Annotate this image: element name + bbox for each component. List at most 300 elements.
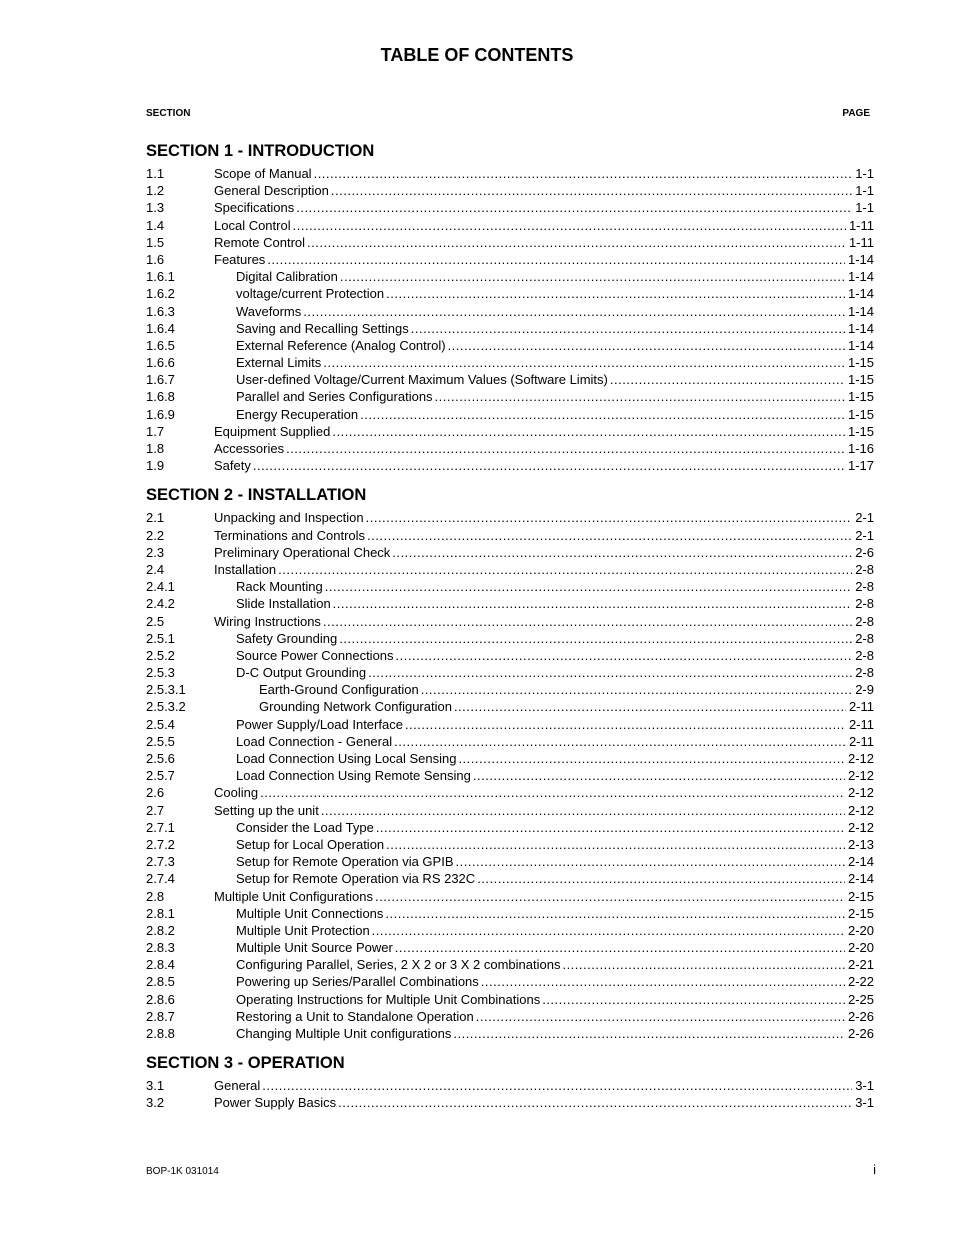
entry-page: 1-14 — [847, 337, 874, 353]
toc-entry[interactable] — [146, 371, 874, 388]
toc-entry[interactable] — [146, 268, 874, 285]
entry-number: 1.6.1 — [146, 269, 175, 285]
toc-entry[interactable] — [146, 784, 874, 801]
entry-label: Parallel and Series Configurations — [236, 389, 433, 405]
toc-entry[interactable] — [146, 285, 874, 302]
dot-leader — [562, 956, 845, 973]
entry-label: Setting up the unit — [214, 802, 319, 818]
toc-entry[interactable] — [146, 251, 874, 268]
dot-leader — [454, 698, 846, 715]
entry-label: Cooling — [214, 785, 259, 801]
entry-number: 2.5.3 — [146, 665, 175, 681]
page-column-header: PAGE — [842, 108, 870, 119]
toc-entry[interactable] — [146, 664, 874, 681]
entry-label-wrap — [214, 182, 852, 199]
dot-leader — [396, 647, 853, 664]
dot-leader — [366, 509, 853, 526]
entry-label-wrap — [214, 561, 852, 578]
toc-entry[interactable] — [146, 802, 874, 819]
entry-page: 2-21 — [847, 957, 874, 973]
entry-number: 2.8.4 — [146, 957, 175, 973]
entry-label-wrap — [214, 733, 846, 750]
entry-label: Scope of Manual — [214, 166, 312, 181]
entry-label-wrap — [214, 647, 852, 664]
toc-entry[interactable] — [146, 595, 874, 612]
dot-leader — [286, 440, 845, 457]
entry-label-wrap — [214, 406, 845, 423]
entry-label: User-defined Voltage/Current Maximum Values (Software Limits) — [236, 372, 608, 388]
entry-label-wrap — [214, 1077, 852, 1094]
toc-entry[interactable] — [146, 853, 874, 870]
dot-leader — [260, 784, 845, 801]
entry-page: 2-12 — [847, 751, 874, 766]
entry-label-wrap — [214, 217, 846, 234]
dot-leader — [262, 1077, 852, 1094]
toc-entry[interactable] — [146, 578, 874, 595]
entry-label-wrap — [214, 371, 845, 388]
entry-label-wrap — [214, 165, 852, 182]
entry-number: 2.5.3.1 — [146, 682, 186, 698]
entry-label-wrap — [214, 750, 845, 767]
entry-page: 1-14 — [847, 286, 874, 302]
dot-leader — [395, 939, 845, 956]
entry-label-wrap — [214, 991, 845, 1008]
toc-entry[interactable] — [146, 182, 874, 199]
page-title: TABLE OF CONTENTS — [380, 45, 574, 65]
entry-label: Power Supply/Load Interface — [236, 716, 403, 732]
entry-label: Features — [214, 251, 266, 267]
entry-label-wrap — [214, 664, 852, 681]
entry-label-wrap — [214, 423, 845, 440]
toc-entry[interactable] — [146, 698, 874, 715]
entry-number: 2.8.1 — [146, 905, 175, 921]
entry-page: 2-12 — [847, 768, 874, 784]
dot-leader — [481, 973, 845, 990]
entry-page: 1-11 — [848, 234, 874, 250]
toc-entry[interactable] — [146, 217, 874, 234]
entry-label: Setup for Remote Operation via RS 232C — [236, 871, 476, 887]
entry-label: Powering up Series/Parallel Combinations — [236, 974, 479, 990]
entry-page: 1-14 — [847, 320, 874, 336]
entry-page: 2-26 — [847, 1026, 874, 1041]
entry-page: 2-12 — [847, 785, 874, 801]
toc-entry[interactable] — [146, 836, 874, 853]
toc-entry[interactable] — [146, 905, 874, 922]
entry-number: 1.8 — [146, 441, 165, 456]
dot-leader — [473, 767, 845, 784]
entry-label: Power Supply Basics — [214, 1095, 337, 1111]
entry-label-wrap — [214, 819, 845, 836]
entry-label: Remote Control — [214, 234, 306, 250]
entry-label: Restoring a Unit to Standalone Operation — [236, 1008, 474, 1024]
toc-entry[interactable] — [146, 888, 874, 905]
entry-page: 1-11 — [848, 217, 874, 233]
toc-entry[interactable] — [146, 354, 874, 371]
entry-label: Setup for Local Operation — [236, 836, 385, 852]
entry-label: Slide Installation — [236, 596, 331, 612]
entry-label-wrap — [214, 767, 845, 784]
entry-label-wrap — [214, 630, 852, 647]
dot-leader — [267, 251, 845, 268]
entry-page: 2-11 — [848, 733, 874, 749]
toc-entry[interactable] — [146, 1008, 874, 1025]
entry-label-wrap — [214, 784, 845, 801]
entry-number: 2.4 — [146, 561, 165, 577]
entry-label: Source Power Connections — [236, 647, 394, 663]
entry-page: 3-1 — [855, 1078, 874, 1094]
entry-number: 2.5.5 — [146, 733, 175, 749]
toc-entry[interactable] — [146, 1077, 874, 1094]
dot-leader — [360, 406, 845, 423]
entry-label-wrap — [214, 199, 852, 216]
dot-leader — [293, 217, 846, 234]
dot-leader — [411, 320, 845, 337]
entry-label: Operating Instructions for Multiple Unit Combinations — [236, 991, 541, 1007]
entry-label: Local Control — [214, 217, 291, 233]
entry-label-wrap — [214, 354, 845, 371]
toc-entry[interactable] — [146, 750, 874, 767]
entry-label-wrap — [214, 337, 845, 354]
toc-entry[interactable] — [146, 647, 874, 664]
dot-leader — [314, 165, 853, 182]
entry-label-wrap — [214, 303, 845, 320]
entry-label-wrap — [214, 939, 845, 956]
toc-entry[interactable] — [146, 303, 874, 320]
entry-number: 2.8.5 — [146, 974, 175, 990]
entry-number: 2.8.8 — [146, 1026, 175, 1041]
entry-label: Multiple Unit Connections — [236, 905, 384, 921]
toc-entry[interactable] — [146, 320, 874, 337]
entry-number: 2.7.1 — [146, 819, 175, 835]
entry-number: 1.4 — [146, 217, 165, 233]
entry-number: 3.2 — [146, 1095, 165, 1111]
entry-label-wrap — [214, 802, 845, 819]
entry-label-wrap — [214, 698, 846, 715]
entry-number: 2.7.3 — [146, 854, 175, 870]
dot-leader — [307, 234, 846, 251]
toc-entry[interactable] — [146, 733, 874, 750]
entry-label: External Limits — [236, 355, 322, 371]
entry-number: 2.5.3.2 — [146, 699, 186, 715]
dot-leader — [476, 1008, 845, 1025]
entry-page: 1-15 — [847, 406, 874, 422]
dot-leader — [456, 853, 845, 870]
toc-entry[interactable] — [146, 234, 874, 251]
entry-label-wrap — [214, 457, 845, 474]
entry-page: 2-25 — [847, 991, 874, 1007]
entry-number: 2.7.4 — [146, 871, 175, 887]
section-entry-list — [146, 509, 874, 1042]
entry-label-wrap — [214, 1094, 852, 1111]
section-heading: SECTION 2 - INSTALLATION — [146, 486, 367, 505]
entry-number: 2.6 — [146, 785, 165, 801]
toc-entry[interactable] — [146, 767, 874, 784]
toc-entry[interactable] — [146, 457, 874, 474]
entry-number: 1.6.3 — [146, 303, 175, 319]
entry-number: 2.8.6 — [146, 991, 175, 1007]
entry-label: Earth-Ground Configuration — [259, 682, 419, 698]
entry-page: 1-1 — [855, 200, 874, 216]
toc-entry[interactable] — [146, 561, 874, 578]
entry-label: Energy Recuperation — [236, 406, 359, 422]
entry-page: 2-1 — [855, 527, 874, 543]
toc-entry[interactable] — [146, 423, 874, 440]
toc-entry[interactable] — [146, 973, 874, 990]
entry-label-wrap — [214, 922, 845, 939]
entry-number: 2.5.1 — [146, 630, 175, 646]
entry-label-wrap — [214, 440, 845, 457]
toc-entry[interactable] — [146, 406, 874, 423]
toc-entry[interactable] — [146, 337, 874, 354]
entry-page: 2-8 — [855, 596, 874, 612]
dot-leader — [386, 836, 845, 853]
entry-label-wrap — [214, 905, 845, 922]
section-column-header: SECTION — [146, 108, 191, 119]
entry-label: Multiple Unit Configurations — [214, 888, 373, 904]
entry-page: 2-20 — [847, 922, 874, 938]
entry-label: Saving and Recalling Settings — [236, 320, 409, 336]
entry-label: Configuring Parallel, Series, 2 X 2 or 3 X 2 combinations — [236, 957, 561, 973]
entry-label-wrap — [214, 888, 845, 905]
page-number: i — [873, 1162, 876, 1177]
entry-page: 1-1 — [855, 166, 874, 181]
entry-number: 1.6.9 — [146, 406, 175, 422]
toc-entry[interactable] — [146, 1025, 874, 1042]
entry-label: Load Connection Using Remote Sensing — [236, 768, 471, 784]
entry-number: 2.4.2 — [146, 596, 175, 612]
entry-page: 2-13 — [847, 836, 874, 852]
entry-label-wrap — [214, 320, 845, 337]
entry-label: Multiple Unit Protection — [236, 922, 370, 938]
entry-number: 1.6.8 — [146, 389, 175, 405]
entry-page: 1-1 — [855, 183, 874, 199]
entry-label: Waveforms — [236, 303, 302, 319]
entry-number: 2.8.7 — [146, 1008, 175, 1024]
entry-label: General Description — [214, 183, 329, 199]
toc-entry[interactable] — [146, 956, 874, 973]
entry-label: Equipment Supplied — [214, 423, 331, 439]
entry-label-wrap — [214, 1025, 845, 1042]
entry-number: 2.8 — [146, 888, 165, 904]
toc-entry[interactable] — [146, 199, 874, 216]
entry-label: Wiring Instructions — [214, 613, 321, 629]
entry-page: 1-15 — [847, 372, 874, 388]
entry-label-wrap — [214, 285, 845, 302]
entry-number: 1.3 — [146, 200, 165, 216]
entry-label: Accessories — [214, 441, 285, 456]
dot-leader — [477, 870, 845, 887]
toc-entry[interactable] — [146, 922, 874, 939]
dot-leader — [323, 354, 845, 371]
toc-entry[interactable] — [146, 527, 874, 544]
dot-leader — [435, 388, 845, 405]
dot-leader — [372, 922, 845, 939]
dot-leader — [375, 888, 845, 905]
toc-entry[interactable] — [146, 939, 874, 956]
entry-label-wrap — [214, 388, 845, 405]
entry-page: 2-15 — [847, 888, 874, 904]
entry-label: Rack Mounting — [236, 579, 323, 595]
entry-label-wrap — [214, 853, 845, 870]
entry-page: 1-14 — [847, 251, 874, 267]
entry-label: General — [214, 1078, 261, 1094]
entry-page: 3-1 — [855, 1095, 874, 1111]
dot-leader — [458, 750, 845, 767]
entry-label: Installation — [214, 561, 277, 577]
entry-number: 1.9 — [146, 458, 165, 474]
toc-entry[interactable] — [146, 165, 874, 182]
dot-leader — [333, 595, 853, 612]
toc-entry[interactable] — [146, 716, 874, 733]
entry-page: 1-16 — [847, 441, 874, 456]
entry-label-wrap — [214, 613, 852, 630]
entry-page: 2-9 — [855, 682, 874, 698]
entry-label-wrap — [214, 973, 845, 990]
dot-leader — [386, 285, 845, 302]
dot-leader — [368, 664, 852, 681]
entry-page: 2-22 — [847, 974, 874, 990]
entry-label: Grounding Network Configuration — [259, 699, 452, 715]
entry-number: 1.5 — [146, 234, 165, 250]
entry-number: 1.7 — [146, 423, 165, 439]
entry-page: 2-15 — [847, 905, 874, 921]
entry-label-wrap — [214, 870, 845, 887]
dot-leader — [331, 182, 852, 199]
entry-label: voltage/current Protection — [236, 286, 385, 302]
entry-page: 2-11 — [848, 716, 874, 732]
entry-page: 2-8 — [855, 613, 874, 629]
entry-number: 1.6 — [146, 251, 165, 267]
entry-label: Specifications — [214, 200, 295, 216]
entry-label: Unpacking and Inspection — [214, 510, 364, 526]
entry-number: 2.1 — [146, 510, 165, 526]
toc-entry[interactable] — [146, 388, 874, 405]
dot-leader — [253, 457, 845, 474]
toc-entry[interactable] — [146, 613, 874, 630]
section-heading: SECTION 1 - INTRODUCTION — [146, 142, 375, 160]
dot-leader — [303, 303, 845, 320]
toc-entry[interactable] — [146, 1094, 874, 1111]
entry-label: External Reference (Analog Control) — [236, 337, 446, 353]
entry-label-wrap — [214, 509, 852, 526]
section-entry-list — [146, 165, 874, 474]
dot-leader — [367, 527, 852, 544]
entry-label-wrap — [214, 527, 852, 544]
entry-page: 2-20 — [847, 940, 874, 956]
dot-leader — [296, 199, 852, 216]
entry-number: 2.5 — [146, 613, 165, 629]
entry-number: 1.6.6 — [146, 355, 175, 371]
entry-label: Safety Grounding — [236, 630, 338, 646]
entry-label: Load Connection Using Local Sensing — [236, 751, 457, 766]
entry-page: 2-11 — [848, 699, 874, 715]
toc-entry[interactable] — [146, 819, 874, 836]
entry-page: 1-17 — [847, 458, 874, 474]
dot-leader — [278, 561, 852, 578]
entry-number: 2.8.2 — [146, 922, 175, 938]
entry-label-wrap — [214, 956, 845, 973]
dot-leader — [321, 802, 845, 819]
entry-number: 3.1 — [146, 1078, 165, 1094]
toc-entry[interactable] — [146, 681, 874, 698]
entry-label: Multiple Unit Source Power — [236, 940, 393, 956]
toc-entry[interactable] — [146, 440, 874, 457]
entry-page: 2-12 — [847, 802, 874, 818]
entry-label-wrap — [214, 836, 845, 853]
toc-entry[interactable] — [146, 991, 874, 1008]
toc-entry[interactable] — [146, 509, 874, 526]
entry-label: Digital Calibration — [236, 269, 338, 285]
entry-number: 1.6.7 — [146, 372, 175, 388]
entry-number: 1.2 — [146, 183, 165, 199]
entry-label-wrap — [214, 544, 852, 561]
entry-label: Changing Multiple Unit configurations — [236, 1026, 452, 1041]
dot-leader — [394, 733, 846, 750]
entry-number: 2.5.6 — [146, 751, 175, 766]
dot-leader — [323, 613, 852, 630]
entry-number: 2.3 — [146, 544, 165, 560]
entry-label-wrap — [214, 268, 845, 285]
dot-leader — [405, 716, 846, 733]
toc-entry[interactable] — [146, 870, 874, 887]
entry-label: Safety — [214, 458, 251, 474]
entry-number: 1.6.4 — [146, 320, 175, 336]
dot-leader — [610, 371, 845, 388]
dot-leader — [385, 905, 845, 922]
entry-number: 1.6.5 — [146, 337, 175, 353]
toc-entry[interactable] — [146, 630, 874, 647]
entry-page: 2-8 — [855, 647, 874, 663]
entry-label: D-C Output Grounding — [236, 665, 367, 681]
entry-page: 2-26 — [847, 1008, 874, 1024]
dot-leader — [542, 991, 845, 1008]
entry-number: 2.4.1 — [146, 579, 175, 595]
entry-label-wrap — [214, 681, 852, 698]
entry-page: 2-14 — [847, 854, 874, 870]
entry-page: 2-8 — [855, 665, 874, 681]
dot-leader — [421, 681, 853, 698]
entry-label-wrap — [214, 595, 852, 612]
section-heading: SECTION 3 - OPERATION — [146, 1054, 345, 1073]
entry-page: 2-1 — [855, 510, 874, 526]
entry-number: 1.1 — [146, 166, 165, 181]
entry-label-wrap — [214, 251, 845, 268]
dot-leader — [332, 423, 845, 440]
dot-leader — [325, 578, 852, 595]
entry-label: Setup for Remote Operation via GPIB — [236, 854, 454, 870]
dot-leader — [339, 630, 852, 647]
dot-leader — [338, 1094, 852, 1111]
entry-number: 2.7.2 — [146, 836, 175, 852]
toc-entry[interactable] — [146, 544, 874, 561]
entry-number: 2.5.7 — [146, 768, 175, 784]
entry-number: 2.5.4 — [146, 716, 175, 732]
entry-number: 2.8.3 — [146, 940, 175, 956]
entry-page: 2-8 — [855, 561, 874, 577]
dot-leader — [340, 268, 845, 285]
dot-leader — [392, 544, 852, 561]
entry-label-wrap — [214, 716, 846, 733]
section-entry-list — [146, 1077, 874, 1111]
entry-number: 2.7 — [146, 802, 165, 818]
entry-label: Preliminary Operational Check — [214, 544, 391, 560]
entry-page: 2-6 — [855, 544, 874, 560]
dot-leader — [376, 819, 845, 836]
entry-page: 1-15 — [847, 423, 874, 439]
entry-page: 2-12 — [847, 819, 874, 835]
table-of-contents — [146, 141, 874, 1123]
entry-page: 2-8 — [855, 630, 874, 646]
